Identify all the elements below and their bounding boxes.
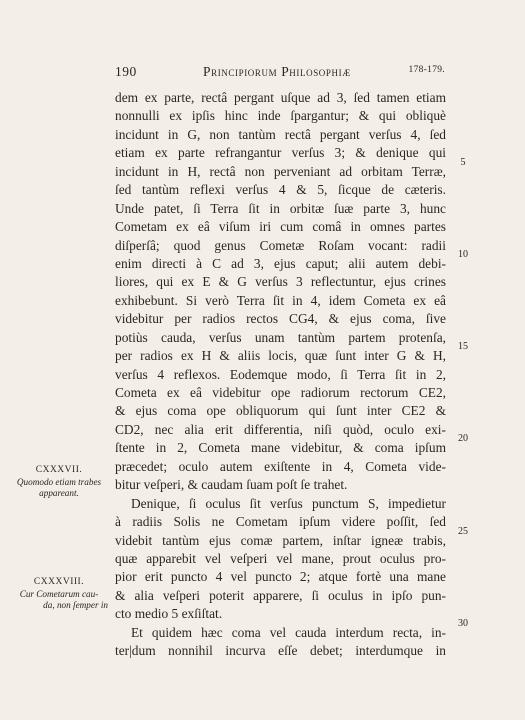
text-line: enim directi à C ad 3, ejus caput; alii autem debi- [115, 255, 446, 271]
page-number: 190 [115, 64, 137, 79]
margin-note-text: Quomodo etiam trabes [16, 477, 102, 487]
text-line: cto medio 5 exſiſtat. [115, 606, 223, 622]
text-line: Cometa ex eâ videbitur ope radiorum rectorum CE2, [115, 385, 446, 400]
running-title: Principiorum Philosophiæ [203, 64, 351, 79]
line-number: 5 [460, 156, 466, 168]
text-line: ter|dum nonnihil incurva eſſe debet; interdumque in [115, 643, 446, 659]
text-line: nonnulli ex ipſis hinc inde ſpargantur; & qui obliquè [115, 108, 446, 124]
text-line: pior erit puncto 4 vel puncto 2; atque fortè una mane [115, 569, 446, 585]
text-line: Denique, ſi oculus ſit verſus punctum S, impedietur [131, 495, 446, 511]
line-number: 10 [458, 248, 468, 260]
margin-note [10, 577, 108, 611]
text-line: præcedet; oculo autem exiſtente in 4, Cometa vide- [115, 458, 446, 474]
line-number: 25 [458, 525, 468, 537]
text-line: per radios ex H & aliis locis, quæ ſunt inter G & H, [115, 348, 446, 364]
text-line: à radiis Solis ne Cometam ipſum videre poſſit, ſed [115, 514, 446, 530]
margin-note [10, 465, 108, 499]
text-line: dem ex parte, rectâ pergant uſque ad 3, ſed tamen etiam [115, 90, 446, 105]
margin-note-text: Cur Cometarum cau- [19, 589, 99, 599]
text-line: Cometam ex eâ viſum iri cum comâ in omnes partes [115, 219, 446, 235]
text-line: incidunt in G, non tantùm rectâ pergant verſus 4, ſed [115, 126, 446, 142]
margin-note-text: appareant. [39, 488, 79, 498]
line-number: 30 [458, 617, 468, 629]
text-line: ſed tantùm reflexi verſus 4 & 5, ſicque de cæteris. [115, 182, 446, 198]
line-number: 20 [458, 433, 468, 445]
margin-note-number: CXXXVII. [35, 465, 83, 475]
text-line: CD2, nec alia erit differentia, niſi quòd, oculo exi- [115, 421, 446, 437]
text-line: Et quidem hæc coma vel cauda interdum recta, in- [131, 624, 446, 640]
main-text-block [115, 89, 446, 661]
section-reference: 178-179. [408, 65, 445, 75]
page-header [115, 64, 445, 82]
line-number: 15 [458, 341, 468, 353]
text-line: potiùs cauda, verſus unam tantùm partem protenſa, [115, 329, 446, 345]
text-line: videbit tantùm ejus comæ partem, inſtar igneæ trabis, [115, 532, 446, 548]
text-line: liores, qui ex E & G verſus 3 reflectuntur, ejus crines [115, 274, 446, 290]
text-line: ſtente in 2, Cometa mane videbitur, & coma ipſum [115, 440, 446, 456]
text-line: videbitur per radios rectos CG4, & ejus coma, ſive [115, 311, 446, 327]
text-line: & ejus coma ope obliquorum qui ſunt inter CE2 & [115, 403, 446, 419]
text-line: incidunt in H, rectâ non perveniant ad orbitam Terræ, [115, 163, 446, 179]
margin-note-number: CXXXVIII. [33, 577, 85, 587]
text-line: verſus 4 reflexos. Eodemque modo, ſi Terra ſit in 2, [115, 366, 446, 382]
text-line: quæ apparebit vel veſperi vel mane, prout oculus pro- [115, 550, 446, 566]
text-line: bitur veſperi, & caudam ſuam poſt ſe trahet. [115, 477, 348, 493]
text-line: etiam ex parte refrangantur verſus 3; & denique qui [115, 145, 446, 161]
text-line: & alia veſperi poterit apparere, ſi oculus in ipſo pun- [115, 587, 446, 603]
text-line: exhibebunt. Si verò Terra ſit in 4, idem Cometa ex eâ [115, 292, 446, 308]
text-line: Unde patet, ſi Terra ſit in orbitæ ſuæ parte 3, hunc [115, 200, 446, 216]
text-line: diſperſâ; quod genus Cometæ Roſam vocant: radii [115, 237, 446, 253]
margin-note-text: da, non ſemper in [43, 600, 108, 610]
